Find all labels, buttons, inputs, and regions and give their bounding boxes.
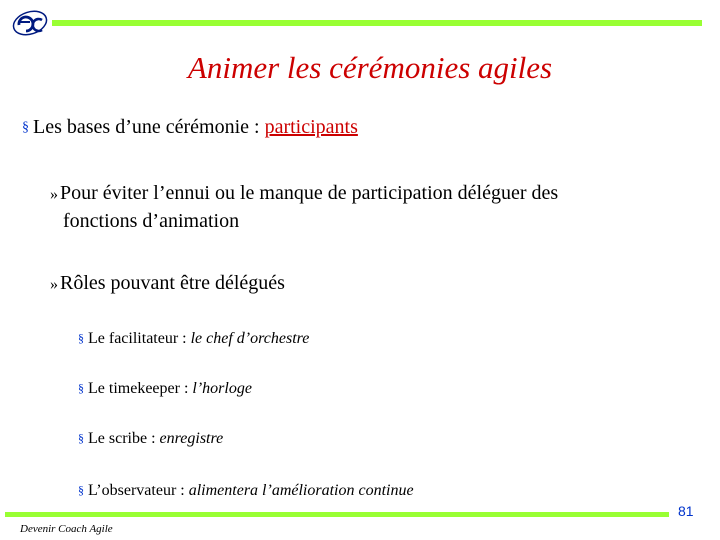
page-number: 81	[678, 503, 694, 519]
role-item	[78, 430, 223, 448]
role-description: enregistre	[159, 430, 224, 447]
role-name: Le scribe :	[88, 430, 160, 447]
point-text-continued: fonctions d’animation	[63, 210, 240, 232]
role-item	[78, 330, 309, 348]
ecole-centrale-logo-icon	[10, 6, 56, 38]
role-bullet: §	[78, 331, 84, 345]
role-name: Le timekeeper :	[88, 380, 193, 397]
footer-course-title: Devenir Coach Agile	[20, 523, 113, 535]
role-description: l’horloge	[192, 380, 252, 397]
section-bullet: §	[22, 120, 29, 135]
point-text: Pour éviter l’ennui ou le manque de participation déléguer des	[60, 182, 559, 204]
role-name: Le facilitateur :	[88, 330, 191, 347]
section-text: Les bases d’une cérémonie :	[33, 116, 265, 138]
role-bullet: §	[78, 381, 84, 395]
role-item	[78, 482, 414, 500]
top-rule	[52, 20, 702, 26]
role-bullet: §	[78, 483, 84, 497]
slide-title: Animer les cérémonies agiles	[187, 50, 553, 85]
bottom-rule	[5, 512, 669, 517]
role-name: L’observateur :	[88, 482, 189, 499]
role-item	[78, 380, 252, 398]
section-highlight: participants	[264, 116, 358, 138]
point-item	[50, 270, 690, 298]
role-description: alimentera l’amélioration continue	[188, 482, 414, 499]
section-heading	[22, 116, 358, 139]
role-bullet: §	[78, 431, 84, 445]
role-description: le chef d’orchestre	[190, 330, 310, 347]
point-bullet: »	[50, 276, 58, 293]
point-bullet: »	[50, 186, 58, 203]
point-item	[50, 180, 690, 234]
point-text: Rôles pouvant être délégués	[60, 272, 285, 294]
